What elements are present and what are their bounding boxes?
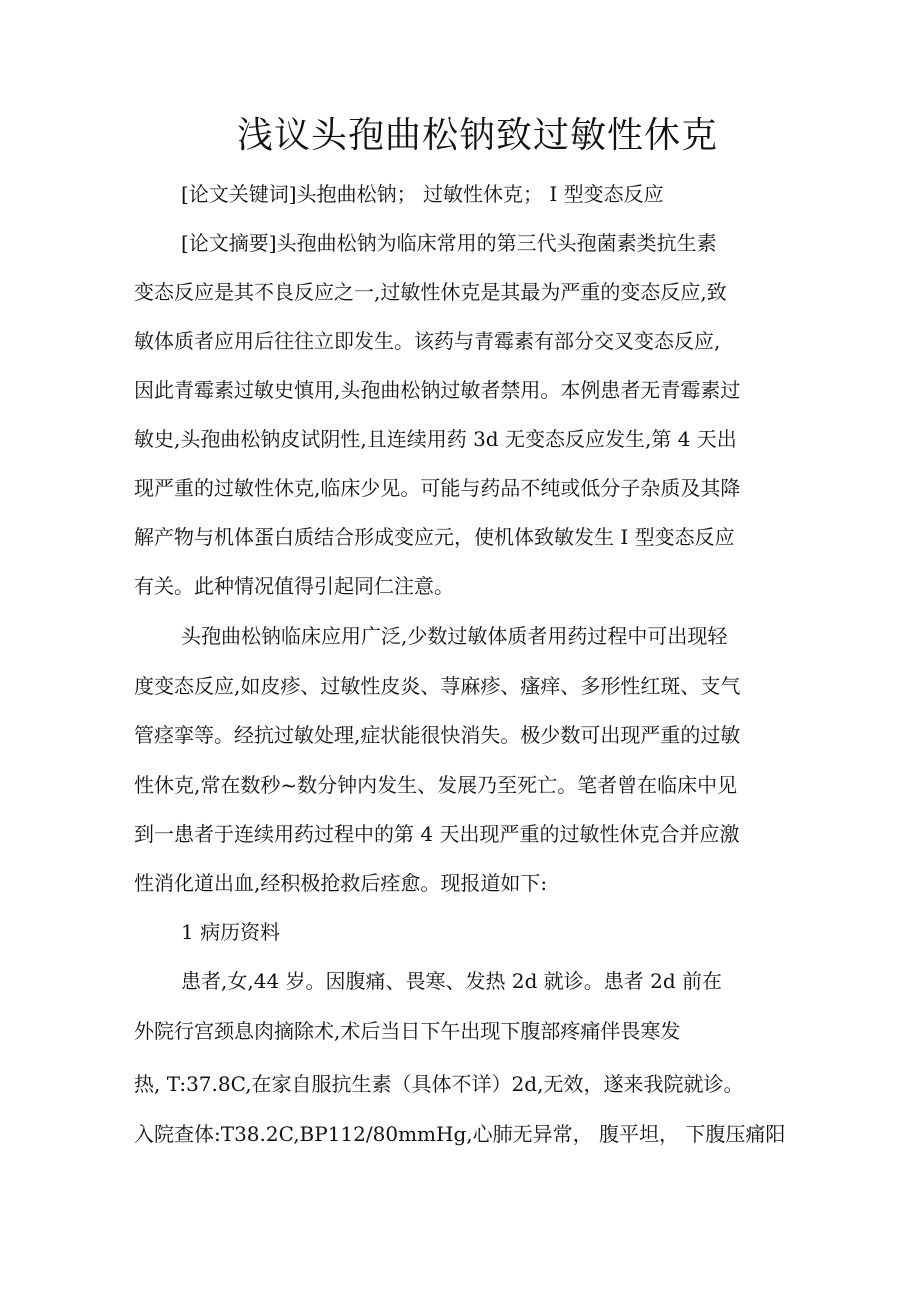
intro-line: 性消化道出血,经积极抢救后痊愈。现报道如下: (134, 871, 548, 895)
intro-line: 管痉挛等。经抗过敏处理,症状能很快消失。极少数可出现严重的过敏 (134, 723, 741, 747)
abstract-line: 解产物与机体蛋白质结合形成变应元，使机体致敏发生 I 型变态反应 (134, 525, 735, 549)
abstract-line: [论文摘要]头孢曲松钠为临床常用的第三代头孢菌素类抗生素 (181, 231, 717, 255)
abstract-line: 有关。此种情况值得引起同仁注意。 (134, 574, 454, 598)
intro-line: 性休克,常在数秒~数分钟内发生、发展乃至死亡。笔者曾在临床中见 (134, 773, 738, 797)
abstract-line: 因此青霉素过敏史慎用,头孢曲松钠过敏者禁用。本例患者无青霉素过 (134, 378, 741, 402)
case-line: 患者,女,44 岁。因腹痛、畏寒、发热 2d 就诊。患者 2d 前在 (181, 969, 723, 993)
intro-line: 头孢曲松钠临床应用广泛,少数过敏体质者用药过程中可出现轻 (181, 624, 728, 648)
case-line: 外院行宫颈息肉摘除术,术后当日下午出现下腹部疼痛伴畏寒发 (134, 1019, 681, 1043)
abstract-line: 敏体质者应用后往往立即发生。该药与青霉素有部分交叉变态反应, (134, 329, 721, 353)
keywords-line: [论文关键词]头抱曲松钠； 过敏性休克； I 型变态反应 (181, 182, 664, 206)
abstract-line: 变态反应是其不良反应之一,过敏性休克是其最为严重的变态反应,致 (134, 280, 727, 304)
abstract-line: 敏史,头孢曲松钠皮试阴性,且连续用药 3d 无变态反应发生,第 4 天出 (134, 427, 737, 451)
intro-line: 到一患者于连续用药过程中的第 4 天出现严重的过敏性休克合并应激 (134, 822, 740, 846)
intro-line: 度变态反应,如皮疹、过敏性皮炎、荨麻疹、瘙痒、多形性红斑、支气 (134, 674, 741, 698)
case-line: 入院查体:T38.2C,BP112/80mmHg,心肺无异常， 腹平坦， 下腹压痛阳 (134, 1122, 786, 1146)
abstract-line: 现严重的过敏性休克,临床少见。可能与药品不纯或低分子杂质及其降 (134, 476, 741, 500)
section-heading: 1 病历资料 (181, 920, 281, 944)
document-title: 浅议头孢曲松钠致过敏性休克 (237, 115, 719, 156)
case-line: 热, T:37.8C,在家自服抗生素（具体不详）2d,无效，遂来我院就诊。 (134, 1072, 744, 1096)
